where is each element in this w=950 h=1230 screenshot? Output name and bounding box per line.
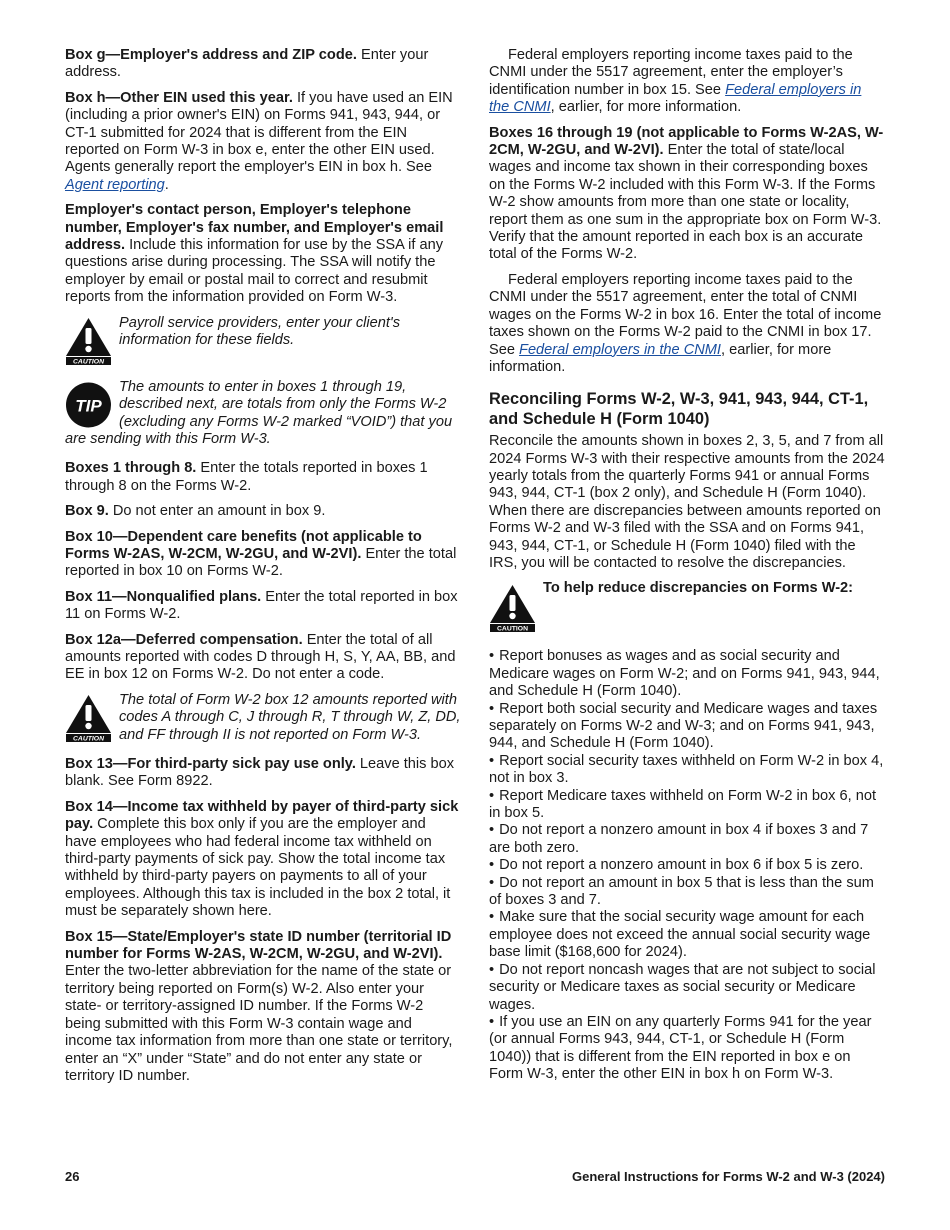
list-item: • If you use an EIN on any quarterly Forms 941 for the year (or annual Forms 943, 944, CT-1, or Schedule H (Form 1040)) that is different from the EIN reported in box e on Form W-3, enter the other EIN in box h on Form W-3. (489, 1014, 885, 1084)
tip-note-boxes: TIP The amounts to enter in boxes 1 through 19, described next, are totals from only the Forms W-2 (excluding any Forms W-2 marked “VOID”) that you are sending with this Form W-3. (65, 378, 453, 447)
discrepancy-bullet-list (489, 648, 885, 1083)
footer-title: General Instructions for Forms W-2 and W-3 (2024) (572, 1169, 885, 1184)
caution-note-payroll: CAUTION Payroll service providers, enter your client's information for these fields. (65, 315, 461, 367)
contact-paragraph: Employer's contact person, Employer's telephone number, Employer's fax number, and Employer's email address. Include this information for use by the SSA if any questions arise during processing. The SSA will notify the employer by email or postal mail to correct and resubmit reports from the information provided on Form W-3. (65, 202, 444, 306)
list-item: • Make sure that the social security wage amount for each employee does not exceed the annual social security wage base limit ($168,600 for 2024). (489, 909, 885, 961)
svg-text:CAUTION: CAUTION (497, 625, 528, 633)
svg-text:CAUTION: CAUTION (73, 358, 104, 365)
reconciling-paragraph: Reconcile the amounts shown in boxes 2, 3, 5, and 7 from all 2024 Forms W-3 with their respective amounts from the 2024 yearly totals from the quarterly Forms 941 or annual Forms 943, 944, CT-1 (box 2 only), and Schedule H (Form 1040). When there are discrepancies between amounts reported on Forms W-2 and W-3 filed with the SSA and on Forms 941, 943, 944, CT-1, or Schedule H (Form 1040) filed with the IRS, you will be contacted to resolve the discrepancies. (489, 433, 885, 571)
box-12a-paragraph: Box 12a—Deferred compensation. Enter the total of all amounts reported with codes D through H, S, Y, AA, BB, and EE in box 12 on Forms W-2. Do not enter a code. (65, 631, 456, 683)
caution-icon (65, 317, 112, 365)
tip-icon (65, 381, 112, 429)
box-g-paragraph: Box g—Employer's address and ZIP code. Enter your address. (65, 47, 429, 81)
agent-reporting-link[interactable]: Agent reporting (65, 176, 165, 193)
list-item: • Do not report noncash wages that are not subject to social security or Medicare taxes as social security or Medicare wages. (489, 962, 885, 1014)
cnmi-wages-paragraph: Federal employers reporting income taxes paid to the CNMI under the 5517 agreement, enter the total of CNMI wages on the Forms W-2 in box 16. Enter the total of income taxes shown on the Forms W-2 paid to the CNMI in box 17. See Federal employers in the CNMI, earlier, for more information. (489, 271, 882, 375)
list-item: • Do not report a nonzero amount in box 6 if box 5 is zero. (489, 857, 885, 874)
boxes-16-19-paragraph: Boxes 16 through 19 (not applicable to Forms W-2AS, W-2CM, W-2GU, and W-2VI). Enter the total of state/local wages and income tax shown in their corresponding boxes on the Forms W-2 included with this Form W-3. If the Forms W-2 show amounts from more than one state or locality, report them as one sum in the appropriate box on Form W-3. Verify that the amount reported in each box is an accurate total of the Forms W-2. (489, 124, 884, 263)
svg-text:TIP: TIP (75, 396, 102, 416)
box-14-paragraph: Box 14—Income tax withheld by payer of third-party sick pay. Complete this box only if you are the employer and have employees who had federal income tax withheld on third-party payments of sick pay. Show the total income tax withheld by third-party payers on payments to all of your employees. Although this tax is included in the box 2 total, it must be separately shown here. (65, 798, 459, 920)
caution-note-box12: CAUTION The total of Form W-2 box 12 amounts reported with codes A through C, J through R, T through W, Z, DD, and FF through II is not reported on Form W-3. (65, 692, 461, 744)
svg-text:CAUTION: CAUTION (73, 735, 104, 742)
right-column (489, 47, 885, 1084)
box-10-paragraph: Box 10—Dependent care benefits (not applicable to Forms W-2AS, W-2CM, W-2GU, and W-2VI). Enter the total reported in box 10 on Forms W-2. (65, 528, 457, 580)
list-item: • Report social security taxes withheld on Form W-2 in box 4, not in box 3. (489, 753, 885, 788)
caution-icon (489, 584, 536, 632)
list-item: • Report Medicare taxes withheld on Form W-2 in box 6, not in box 5. (489, 788, 885, 823)
box-13-paragraph: Box 13—For third-party sick pay use only. Leave this box blank. See Form 8922. (65, 756, 455, 790)
federal-employers-cnmi-link[interactable]: Federal employers in the CNMI (519, 341, 721, 358)
caution-note-discrepancies: CAUTION To help reduce discrepancies on Forms W-2: (489, 580, 885, 640)
boxes-1-8-paragraph: Boxes 1 through 8. Enter the totals reported in boxes 1 through 8 on the Forms W-2. (65, 460, 428, 494)
left-column (65, 47, 461, 1093)
list-item: • Report both social security and Medicare wages and taxes separately on Forms W-2 and W-3; and on Forms 941, 943, 944, and Schedule H (Form 1040). (489, 701, 885, 753)
list-item: • Report bonuses as wages and as social security and Medicare wages on Form W-2; and on Forms 941, 943, 944, and Schedule H (Form 1040). (489, 648, 885, 700)
caution-icon (65, 694, 112, 742)
reconciling-heading: Reconciling Forms W-2, W-3, 941, 943, 944, CT-1, and Schedule H (Form 1040) (489, 390, 869, 428)
box-11-paragraph: Box 11—Nonqualified plans. Enter the total reported in box 11 on Forms W-2. (65, 588, 458, 623)
box-h-paragraph: Box h—Other EIN used this year. If you have used an EIN (including a prior owner's EIN) on Forms 941, 943, 944, or CT-1 submitted for 2024 that is different from the EIN reported on Form W-3 in box e, enter the other EIN used. Agents generally report the employer's EIN in box h. See Agent reporting. (65, 89, 453, 193)
box-9-paragraph: Box 9. Do not enter an amount in box 9. (65, 503, 326, 520)
cnmi-ein-paragraph: Federal employers reporting income taxes paid to the CNMI under the 5517 agreement, enter the employer’s identification number in box 15. See Federal employers in the CNMI, earlier, for more information. (489, 47, 862, 116)
page-number: 26 (65, 1169, 80, 1184)
list-item: • Do not report a nonzero amount in box 4 if boxes 3 and 7 are both zero. (489, 822, 885, 857)
federal-employers-cnmi-link[interactable]: Federal employers in the CNMI (489, 81, 862, 116)
list-item: • Do not report an amount in box 5 that is less than the sum of boxes 3 and 7. (489, 875, 885, 910)
box-15-paragraph: Box 15—State/Employer's state ID number (territorial ID number for Forms W-2AS, W-2CM, W-2GU, and W-2VI). Enter the two-letter abbreviation for the name of the state or territory being reported on Form(s) W-2. Also enter your state- or territory-assigned ID number. If the Forms W-2 being submitted with this Form W-3 contain wage and income tax information from more than one state or territory, enter an “X” under “State” and do not enter any state or territory ID number. (65, 928, 453, 1084)
